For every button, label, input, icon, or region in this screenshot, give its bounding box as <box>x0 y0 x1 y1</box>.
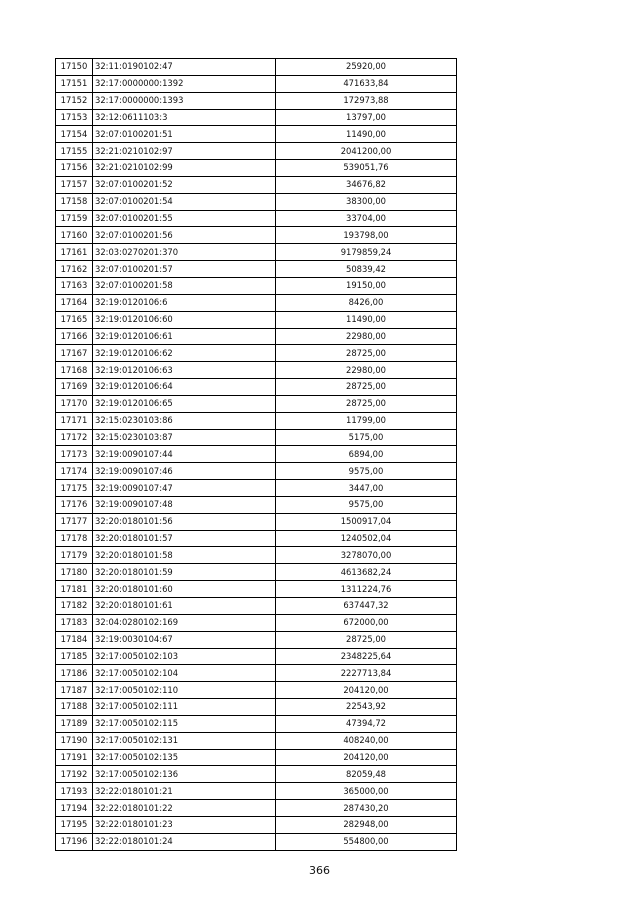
cadastral-number-cell: 32:20:0180101:57 <box>93 530 276 547</box>
value-cell: 4613682,24 <box>276 564 457 581</box>
cadastral-number-cell: 32:22:0180101:22 <box>93 800 276 817</box>
table-row <box>56 581 457 598</box>
table-row <box>56 176 457 193</box>
row-number-cell: 17157 <box>56 176 93 193</box>
value-cell: 33704,00 <box>276 210 457 227</box>
row-number-cell: 17195 <box>56 816 93 833</box>
row-number-cell: 17156 <box>56 160 93 177</box>
value-cell: 28725,00 <box>276 379 457 396</box>
cadastral-number-cell: 32:07:0100201:56 <box>93 227 276 244</box>
value-cell: 11490,00 <box>276 311 457 328</box>
table-row <box>56 227 457 244</box>
value-cell: 5175,00 <box>276 429 457 446</box>
cadastral-number-cell: 32:17:0000000:1393 <box>93 92 276 109</box>
table-row <box>56 311 457 328</box>
row-number-cell: 17169 <box>56 379 93 396</box>
cadastral-value-table <box>55 58 457 851</box>
table-row <box>56 480 457 497</box>
value-cell: 9179859,24 <box>276 244 457 261</box>
cadastral-number-cell: 32:22:0180101:23 <box>93 816 276 833</box>
row-number-cell: 17186 <box>56 665 93 682</box>
cadastral-number-cell: 32:20:0180101:56 <box>93 513 276 530</box>
table-row <box>56 277 457 294</box>
table-row <box>56 379 457 396</box>
table-body <box>56 59 457 851</box>
value-cell: 365000,00 <box>276 783 457 800</box>
cadastral-number-cell: 32:04:0280102:169 <box>93 614 276 631</box>
table-row <box>56 75 457 92</box>
value-cell: 9575,00 <box>276 463 457 480</box>
table-row <box>56 261 457 278</box>
cadastral-number-cell: 32:19:0120106:65 <box>93 395 276 412</box>
table-row <box>56 463 457 480</box>
value-cell: 22543,92 <box>276 699 457 716</box>
value-cell: 28725,00 <box>276 345 457 362</box>
value-cell: 539051,76 <box>276 160 457 177</box>
value-cell: 28725,00 <box>276 395 457 412</box>
table-row <box>56 598 457 615</box>
row-number-cell: 17160 <box>56 227 93 244</box>
cadastral-number-cell: 32:07:0100201:54 <box>93 193 276 210</box>
row-number-cell: 17165 <box>56 311 93 328</box>
row-number-cell: 17158 <box>56 193 93 210</box>
table-row <box>56 800 457 817</box>
row-number-cell: 17167 <box>56 345 93 362</box>
row-number-cell: 17188 <box>56 699 93 716</box>
value-cell: 19150,00 <box>276 277 457 294</box>
table-row <box>56 496 457 513</box>
cadastral-number-cell: 32:15:0230103:86 <box>93 412 276 429</box>
value-cell: 11799,00 <box>276 412 457 429</box>
cadastral-number-cell: 32:20:0180101:59 <box>93 564 276 581</box>
value-cell: 172973,88 <box>276 92 457 109</box>
table-row <box>56 244 457 261</box>
value-cell: 2348225,64 <box>276 648 457 665</box>
row-number-cell: 17175 <box>56 480 93 497</box>
table-row <box>56 816 457 833</box>
cadastral-number-cell: 32:17:0050102:115 <box>93 715 276 732</box>
cadastral-number-cell: 32:07:0100201:58 <box>93 277 276 294</box>
value-cell: 50839,42 <box>276 261 457 278</box>
cadastral-number-cell: 32:19:0120106:6 <box>93 294 276 311</box>
cadastral-number-cell: 32:22:0180101:24 <box>93 833 276 850</box>
table-row <box>56 766 457 783</box>
value-cell: 82059,48 <box>276 766 457 783</box>
row-number-cell: 17174 <box>56 463 93 480</box>
value-cell: 47394,72 <box>276 715 457 732</box>
row-number-cell: 17179 <box>56 547 93 564</box>
table-row <box>56 547 457 564</box>
row-number-cell: 17155 <box>56 143 93 160</box>
value-cell: 554800,00 <box>276 833 457 850</box>
row-number-cell: 17180 <box>56 564 93 581</box>
row-number-cell: 17152 <box>56 92 93 109</box>
row-number-cell: 17177 <box>56 513 93 530</box>
cadastral-number-cell: 32:17:0050102:111 <box>93 699 276 716</box>
value-cell: 22980,00 <box>276 362 457 379</box>
table-row <box>56 143 457 160</box>
cadastral-number-cell: 32:19:0120106:62 <box>93 345 276 362</box>
value-cell: 408240,00 <box>276 732 457 749</box>
table-row <box>56 833 457 850</box>
row-number-cell: 17196 <box>56 833 93 850</box>
value-cell: 204120,00 <box>276 682 457 699</box>
row-number-cell: 17176 <box>56 496 93 513</box>
table-row <box>56 749 457 766</box>
value-cell: 193798,00 <box>276 227 457 244</box>
value-cell: 9575,00 <box>276 496 457 513</box>
row-number-cell: 17181 <box>56 581 93 598</box>
table-row <box>56 446 457 463</box>
row-number-cell: 17164 <box>56 294 93 311</box>
row-number-cell: 17150 <box>56 59 93 76</box>
row-number-cell: 17161 <box>56 244 93 261</box>
row-number-cell: 17162 <box>56 261 93 278</box>
value-cell: 471633,84 <box>276 75 457 92</box>
cadastral-number-cell: 32:21:0210102:99 <box>93 160 276 177</box>
row-number-cell: 17153 <box>56 109 93 126</box>
value-cell: 1311224,76 <box>276 581 457 598</box>
table-row <box>56 648 457 665</box>
table-row <box>56 614 457 631</box>
row-number-cell: 17163 <box>56 277 93 294</box>
cadastral-number-cell: 32:19:0090107:46 <box>93 463 276 480</box>
cadastral-number-cell: 32:17:0050102:136 <box>93 766 276 783</box>
table-row <box>56 631 457 648</box>
value-cell: 672000,00 <box>276 614 457 631</box>
table-row <box>56 160 457 177</box>
table-row <box>56 530 457 547</box>
table-row <box>56 412 457 429</box>
value-cell: 25920,00 <box>276 59 457 76</box>
row-number-cell: 17193 <box>56 783 93 800</box>
cadastral-number-cell: 32:17:0000000:1392 <box>93 75 276 92</box>
cadastral-number-cell: 32:15:0230103:87 <box>93 429 276 446</box>
row-number-cell: 17184 <box>56 631 93 648</box>
cadastral-number-cell: 32:17:0050102:104 <box>93 665 276 682</box>
row-number-cell: 17190 <box>56 732 93 749</box>
value-cell: 11490,00 <box>276 126 457 143</box>
table-row <box>56 395 457 412</box>
value-cell: 6894,00 <box>276 446 457 463</box>
value-cell: 204120,00 <box>276 749 457 766</box>
cadastral-number-cell: 32:19:0120106:64 <box>93 379 276 396</box>
row-number-cell: 17187 <box>56 682 93 699</box>
row-number-cell: 17172 <box>56 429 93 446</box>
cadastral-number-cell: 32:17:0050102:110 <box>93 682 276 699</box>
table-row <box>56 665 457 682</box>
row-number-cell: 17191 <box>56 749 93 766</box>
cadastral-number-cell: 32:07:0100201:55 <box>93 210 276 227</box>
value-cell: 22980,00 <box>276 328 457 345</box>
row-number-cell: 17192 <box>56 766 93 783</box>
row-number-cell: 17154 <box>56 126 93 143</box>
cadastral-number-cell: 32:17:0050102:103 <box>93 648 276 665</box>
row-number-cell: 17182 <box>56 598 93 615</box>
cadastral-number-cell: 32:11:0190102:47 <box>93 59 276 76</box>
row-number-cell: 17166 <box>56 328 93 345</box>
table-row <box>56 513 457 530</box>
value-cell: 287430,20 <box>276 800 457 817</box>
row-number-cell: 17168 <box>56 362 93 379</box>
table-row <box>56 429 457 446</box>
row-number-cell: 17170 <box>56 395 93 412</box>
cadastral-number-cell: 32:19:0090107:44 <box>93 446 276 463</box>
cadastral-number-cell: 32:07:0100201:52 <box>93 176 276 193</box>
row-number-cell: 17159 <box>56 210 93 227</box>
value-cell: 1240502,04 <box>276 530 457 547</box>
row-number-cell: 17185 <box>56 648 93 665</box>
row-number-cell: 17194 <box>56 800 93 817</box>
table-row <box>56 109 457 126</box>
cadastral-number-cell: 32:03:0270201:370 <box>93 244 276 261</box>
cadastral-number-cell: 32:20:0180101:61 <box>93 598 276 615</box>
cadastral-number-cell: 32:21:0210102:97 <box>93 143 276 160</box>
value-cell: 8426,00 <box>276 294 457 311</box>
cadastral-number-cell: 32:19:0120106:61 <box>93 328 276 345</box>
cadastral-number-cell: 32:19:0120106:60 <box>93 311 276 328</box>
cadastral-number-cell: 32:12:0611103:3 <box>93 109 276 126</box>
table-row <box>56 92 457 109</box>
table-row <box>56 715 457 732</box>
value-cell: 28725,00 <box>276 631 457 648</box>
table-row <box>56 362 457 379</box>
table-row <box>56 783 457 800</box>
cadastral-number-cell: 32:19:0090107:48 <box>93 496 276 513</box>
table-row <box>56 59 457 76</box>
table-row <box>56 210 457 227</box>
table-row <box>56 328 457 345</box>
row-number-cell: 17151 <box>56 75 93 92</box>
row-number-cell: 17178 <box>56 530 93 547</box>
cadastral-number-cell: 32:07:0100201:57 <box>93 261 276 278</box>
cadastral-number-cell: 32:22:0180101:21 <box>93 783 276 800</box>
cadastral-number-cell: 32:20:0180101:60 <box>93 581 276 598</box>
value-cell: 637447,32 <box>276 598 457 615</box>
value-cell: 3278070,00 <box>276 547 457 564</box>
cadastral-number-cell: 32:19:0030104:67 <box>93 631 276 648</box>
cadastral-number-cell: 32:17:0050102:131 <box>93 732 276 749</box>
row-number-cell: 17171 <box>56 412 93 429</box>
page-number: 366 <box>309 864 330 877</box>
table-row <box>56 193 457 210</box>
value-cell: 1500917,04 <box>276 513 457 530</box>
value-cell: 282948,00 <box>276 816 457 833</box>
value-cell: 38300,00 <box>276 193 457 210</box>
value-cell: 3447,00 <box>276 480 457 497</box>
cadastral-number-cell: 32:19:0120106:63 <box>93 362 276 379</box>
row-number-cell: 17183 <box>56 614 93 631</box>
table-row <box>56 732 457 749</box>
table-row <box>56 682 457 699</box>
table-row <box>56 345 457 362</box>
value-cell: 13797,00 <box>276 109 457 126</box>
cadastral-number-cell: 32:17:0050102:135 <box>93 749 276 766</box>
row-number-cell: 17189 <box>56 715 93 732</box>
cadastral-number-cell: 32:20:0180101:58 <box>93 547 276 564</box>
table-row <box>56 126 457 143</box>
row-number-cell: 17173 <box>56 446 93 463</box>
cadastral-number-cell: 32:07:0100201:51 <box>93 126 276 143</box>
cadastral-number-cell: 32:19:0090107:47 <box>93 480 276 497</box>
table-row <box>56 564 457 581</box>
table-row <box>56 699 457 716</box>
table-row <box>56 294 457 311</box>
value-cell: 34676,82 <box>276 176 457 193</box>
value-cell: 2227713,84 <box>276 665 457 682</box>
value-cell: 2041200,00 <box>276 143 457 160</box>
